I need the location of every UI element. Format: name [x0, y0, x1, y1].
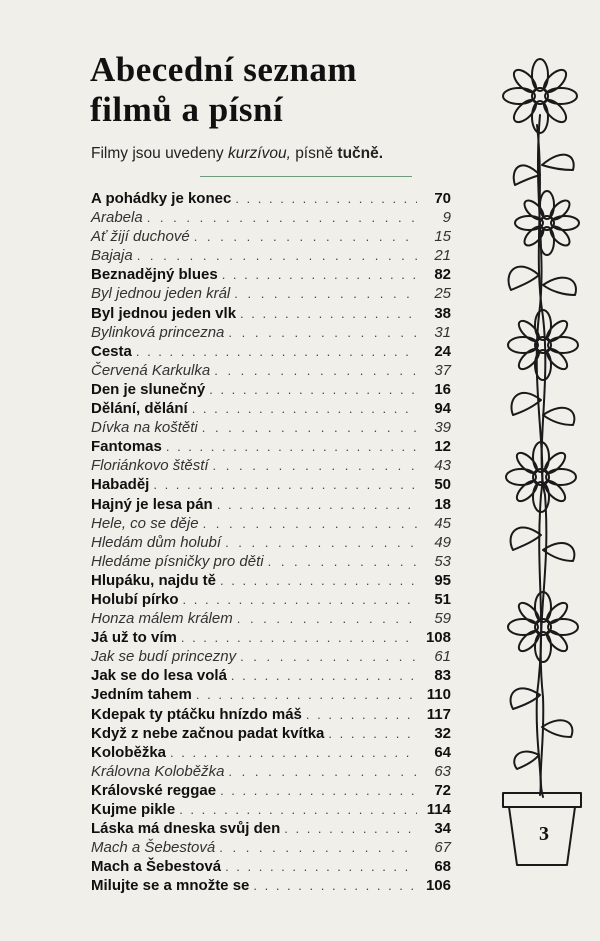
entry-page-number: 95	[434, 571, 451, 589]
dot-leader	[222, 265, 417, 284]
entry-title: Hlupáku, najdu tě	[91, 571, 217, 589]
film-entry	[91, 456, 451, 475]
song-entry	[91, 189, 451, 208]
film-entry	[91, 246, 451, 265]
dot-leader	[202, 418, 417, 437]
entry-page-number: 70	[434, 190, 451, 207]
entry-title: Bajaja	[91, 247, 133, 265]
film-entry	[91, 533, 451, 552]
film-entry	[91, 762, 451, 781]
song-entry	[91, 571, 451, 590]
dot-leader	[231, 666, 417, 685]
entry-title: Mach a Šebestová	[91, 858, 222, 876]
dot-leader	[194, 227, 417, 246]
dot-leader	[306, 705, 417, 724]
entry-title: Červená Karkulka	[91, 361, 211, 379]
entry-title: Cesta	[91, 342, 132, 360]
entry-page-number: 49	[434, 533, 451, 551]
entry-title: A pohádky je konec	[91, 190, 232, 207]
entry-page-number: 50	[434, 476, 451, 494]
entry-title: Holubí pírko	[91, 590, 179, 608]
dot-leader	[179, 800, 417, 819]
page-title	[90, 50, 490, 130]
entry-page-number: 32	[434, 724, 451, 742]
song-entry	[91, 819, 451, 838]
entry-title: Beznadějný blues	[91, 266, 218, 284]
dot-leader	[170, 743, 417, 762]
dot-leader	[217, 495, 417, 514]
song-entry	[91, 380, 451, 399]
entry-page-number: 108	[425, 629, 451, 647]
dot-leader	[234, 284, 417, 303]
song-entry	[91, 437, 451, 456]
entry-page-number: 53	[434, 552, 451, 570]
legend-prefix: Filmy jsou uvedeny	[91, 145, 224, 162]
dot-leader	[219, 838, 417, 857]
song-entry	[91, 743, 451, 762]
entry-page-number: 72	[434, 781, 451, 799]
entry-title: Kujme pikle	[91, 801, 176, 818]
legend-note	[91, 145, 491, 163]
film-entry	[91, 361, 451, 380]
entry-page-number: 38	[434, 304, 451, 322]
song-entry	[91, 475, 451, 494]
dot-leader	[228, 762, 417, 781]
entry-page-number: 16	[434, 380, 451, 398]
index-list	[91, 189, 451, 895]
flower-head-2	[515, 191, 579, 255]
song-entry	[91, 495, 451, 514]
dot-leader	[237, 609, 417, 628]
entry-title: Bylinková princezna	[91, 323, 225, 341]
entry-title: Milujte se a množte se	[91, 877, 250, 895]
film-entry	[91, 323, 451, 342]
entry-title: Habaděj	[91, 476, 150, 494]
entry-title: Dělání, dělání	[91, 400, 188, 418]
entry-title: Byl jednou jeden král	[91, 285, 231, 303]
dot-leader	[209, 380, 417, 399]
entry-title: Hledám dům holubí	[91, 533, 222, 551]
song-entry	[91, 876, 451, 895]
entry-page-number: 117	[426, 705, 451, 723]
entry-page-number: 25	[434, 285, 451, 303]
entry-page-number: 51	[434, 590, 451, 608]
entry-title: Když z nebe začnou padat kvítka	[91, 724, 325, 742]
divider-rule	[200, 176, 412, 177]
entry-title: Koloběžka	[91, 743, 167, 761]
dot-leader	[181, 628, 417, 647]
film-entry	[91, 647, 451, 666]
entry-page-number: 45	[434, 514, 451, 532]
film-entry	[91, 838, 451, 857]
entry-title: Floriánkovo štěstí	[91, 457, 209, 475]
entry-title: Jak se do lesa volá	[91, 667, 227, 685]
dot-leader	[225, 857, 417, 876]
song-entry	[91, 705, 451, 724]
entry-page-number: 106	[425, 877, 451, 895]
entry-title: Královna Koloběžka	[91, 762, 225, 780]
entry-title: Den je slunečný	[91, 380, 206, 398]
entry-title: Královské reggae	[91, 781, 217, 799]
song-entry	[91, 399, 451, 418]
film-entry	[91, 609, 451, 628]
entry-title: Láska má dneska svůj den	[91, 820, 281, 838]
entry-page-number: 9	[442, 209, 451, 227]
film-entry	[91, 227, 451, 246]
dot-leader	[268, 552, 417, 571]
song-entry	[91, 342, 451, 361]
dot-leader	[225, 533, 417, 552]
dot-leader	[136, 342, 417, 361]
dot-leader	[253, 876, 417, 895]
page-number: 3	[539, 823, 549, 845]
film-entry	[91, 284, 451, 303]
entry-title: Hledáme písničky pro děti	[91, 552, 264, 570]
entry-title: Dívka na koštěti	[91, 419, 198, 437]
dot-leader	[284, 819, 417, 838]
song-entry	[91, 590, 451, 609]
entry-title: Arabela	[91, 209, 143, 227]
entry-page-number: 64	[434, 743, 451, 761]
entry-title: Mach a Šebestová	[91, 839, 216, 857]
entry-title: Já už to vím	[91, 629, 177, 647]
song-entry	[91, 304, 451, 323]
dot-leader	[213, 456, 417, 475]
entry-page-number: 114	[426, 801, 451, 818]
dot-leader	[235, 189, 417, 208]
flower-in-pot-illustration	[485, 55, 595, 875]
song-entry	[91, 628, 451, 647]
title-line-1: Abecední seznam	[90, 50, 358, 89]
song-entry	[91, 724, 451, 743]
song-entry	[91, 666, 451, 685]
entry-page-number: 83	[434, 667, 451, 685]
dot-leader	[220, 571, 417, 590]
dot-leader	[153, 475, 417, 494]
entry-page-number: 82	[434, 266, 451, 284]
song-entry	[91, 265, 451, 284]
title-line-2: filmů a písní	[90, 90, 284, 129]
film-entry	[91, 514, 451, 533]
song-entry	[91, 685, 451, 704]
legend-bold-word: tučně.	[337, 145, 384, 162]
entry-page-number: 43	[434, 457, 451, 475]
entry-page-number: 110	[426, 686, 451, 704]
entry-page-number: 24	[434, 342, 451, 360]
film-entry	[91, 208, 451, 227]
dot-leader	[192, 399, 417, 418]
dot-leader	[183, 590, 418, 609]
entry-page-number: 63	[434, 762, 451, 780]
entry-title: Honza málem králem	[91, 610, 233, 628]
entry-title: Hele, co se děje	[91, 514, 199, 532]
dot-leader	[228, 323, 417, 342]
dot-leader	[203, 514, 417, 533]
film-entry	[91, 418, 451, 437]
entry-page-number: 18	[434, 495, 451, 513]
entry-title: Byl jednou jeden vlk	[91, 304, 237, 322]
song-entry	[91, 781, 451, 800]
entry-page-number: 12	[434, 438, 451, 456]
dot-leader	[240, 304, 417, 323]
dot-leader	[196, 685, 417, 704]
entry-title: Fantomas	[91, 438, 162, 456]
dot-leader	[137, 246, 417, 265]
entry-page-number: 68	[434, 858, 451, 876]
song-entry	[91, 857, 451, 876]
entry-title: Jedním tahem	[91, 686, 192, 704]
dot-leader	[328, 724, 417, 743]
dot-leader	[166, 437, 417, 456]
entry-page-number: 21	[434, 247, 451, 265]
entry-page-number: 39	[434, 419, 451, 437]
entry-title: Jak se budí princezny	[91, 648, 237, 666]
dot-leader	[147, 208, 417, 227]
entry-page-number: 34	[434, 820, 451, 838]
entry-page-number: 31	[434, 323, 451, 341]
entry-title: Hajný je lesa pán	[91, 495, 213, 513]
dot-leader	[220, 781, 417, 800]
legend-middle: písně	[295, 145, 334, 162]
film-entry	[91, 552, 451, 571]
entry-page-number: 67	[434, 839, 451, 857]
entry-title: Ať žijí duchové	[91, 228, 190, 246]
entry-page-number: 59	[434, 610, 451, 628]
entry-title: Kdepak ty ptáčku hnízdo máš	[91, 705, 302, 723]
entry-page-number: 15	[434, 228, 451, 246]
dot-leader	[240, 647, 417, 666]
entry-page-number: 61	[434, 648, 451, 666]
entry-page-number: 94	[434, 400, 451, 418]
song-entry	[91, 800, 451, 819]
entry-page-number: 37	[434, 361, 451, 379]
legend-italic-word: kurzívou,	[227, 145, 291, 162]
dot-leader	[214, 361, 417, 380]
